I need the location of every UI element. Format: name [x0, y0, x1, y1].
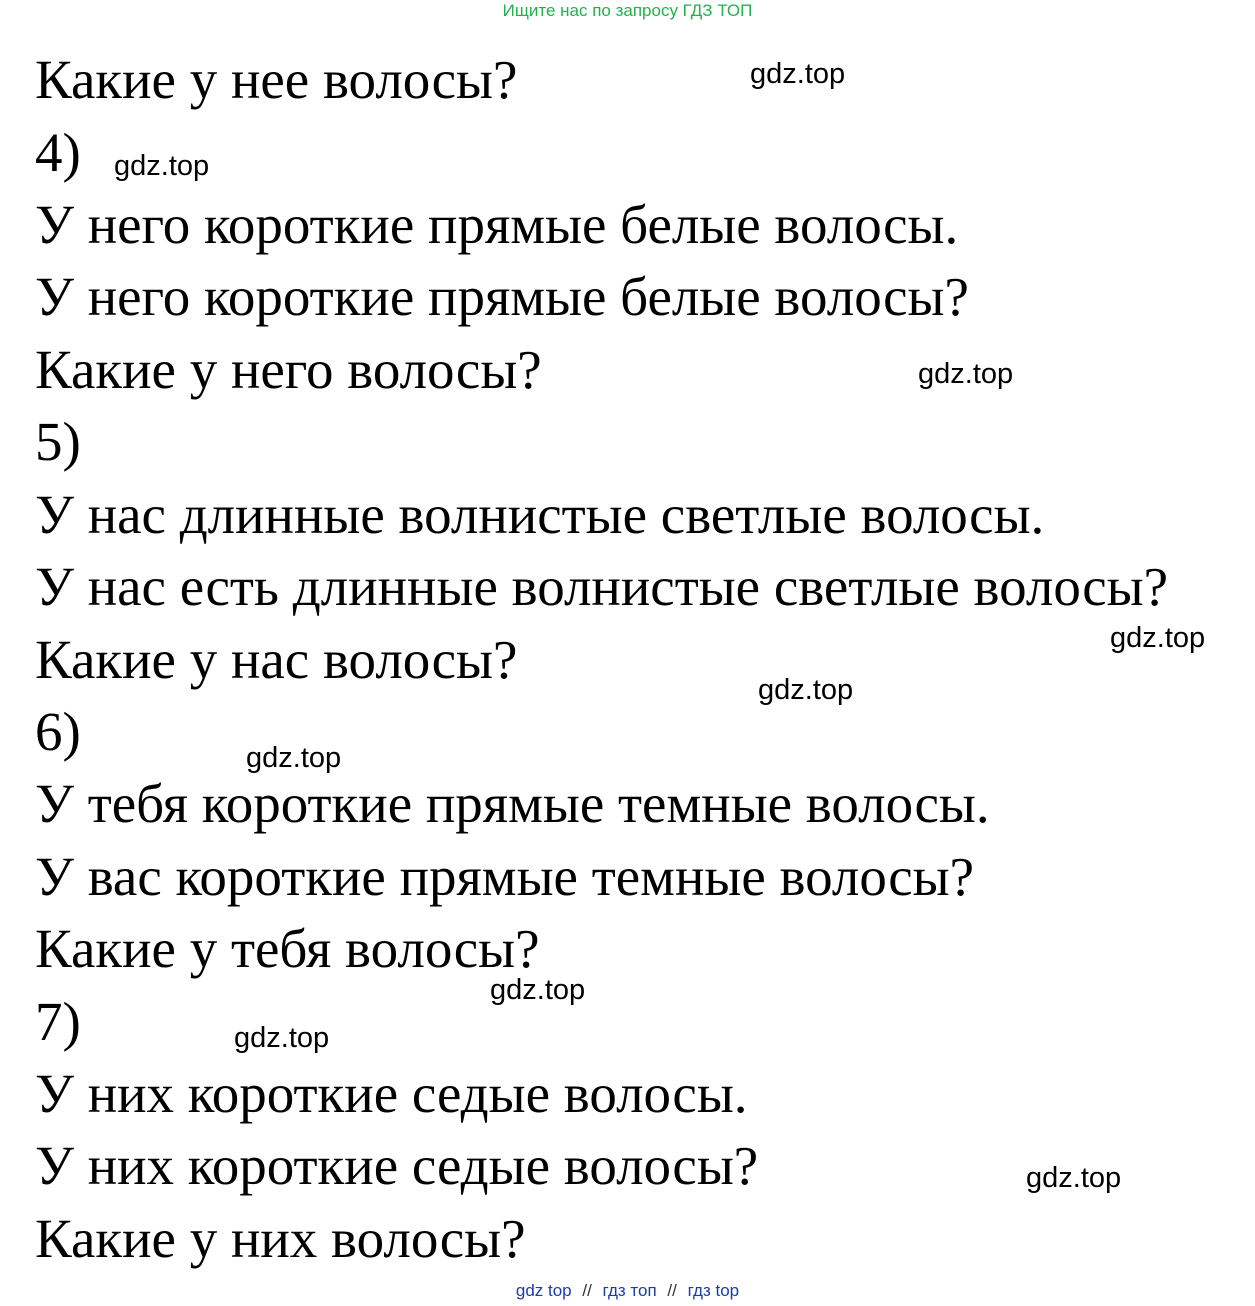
watermark: gdz.top	[1110, 622, 1206, 654]
item-number: 7)	[35, 991, 81, 1052]
footer-separator: //	[667, 1281, 677, 1300]
watermark: gdz.top	[234, 1022, 330, 1054]
item-number: 5)	[35, 411, 81, 472]
footer-links	[0, 1281, 1255, 1301]
item-number: 4)	[35, 122, 81, 183]
answer-line: У них короткие седые волосы.	[35, 1063, 748, 1124]
answer-line: У вас короткие прямые темные волосы?	[35, 846, 974, 907]
watermark: gdz.top	[918, 358, 1014, 390]
item-number: 6)	[35, 701, 81, 762]
search-hint-link[interactable]: Ищите нас по запросу ГДЗ ТОП	[502, 1, 753, 20]
watermark: gdz.top	[246, 742, 342, 774]
footer-link[interactable]: gdz top	[515, 1281, 572, 1300]
footer-link[interactable]: гдз top	[687, 1281, 740, 1300]
watermark: gdz.top	[1026, 1162, 1122, 1194]
answer-line: У него короткие прямые белые волосы?	[35, 266, 969, 327]
answer-line: У нас есть длинные волнистые светлые волосы?	[35, 556, 1169, 617]
watermark: gdz.top	[750, 58, 846, 90]
answer-line: Какие у него волосы?	[35, 339, 542, 400]
watermark: gdz.top	[490, 974, 586, 1006]
answer-line: У тебя короткие прямые темные волосы.	[35, 773, 990, 834]
footer-separator: //	[582, 1281, 592, 1300]
answer-line: У него короткие прямые белые волосы.	[35, 194, 959, 255]
answer-line: Какие у нее волосы?	[35, 49, 518, 110]
answer-line: Какие у нас волосы?	[35, 629, 518, 690]
watermark: gdz.top	[114, 150, 210, 182]
answer-line: У них короткие седые волосы?	[35, 1135, 759, 1196]
answer-line: Какие у них волосы?	[35, 1208, 526, 1269]
watermark: gdz.top	[758, 674, 854, 706]
answer-line: Какие у тебя волосы?	[35, 918, 540, 979]
answer-line: У нас длинные волнистые светлые волосы.	[35, 484, 1045, 545]
footer-link[interactable]: гдз топ	[602, 1281, 657, 1300]
